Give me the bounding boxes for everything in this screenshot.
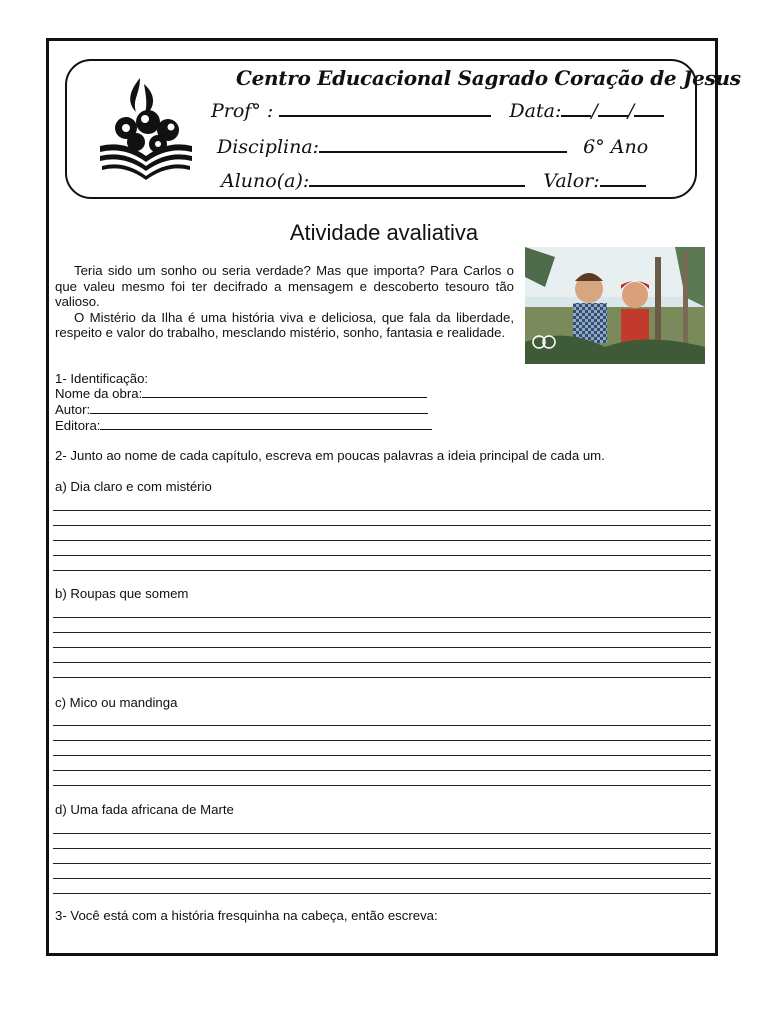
date-day-field[interactable] — [561, 99, 591, 117]
school-logo-icon — [96, 76, 200, 184]
nome-field[interactable] — [142, 386, 427, 398]
aluno-label: Aluno(a): — [221, 170, 310, 192]
disciplina-row — [217, 135, 648, 158]
school-name: Centro Educacional Sagrado Coração de Jesus — [236, 66, 741, 90]
autor-label: Autor: — [55, 402, 91, 417]
date-month-field[interactable] — [598, 99, 628, 117]
date-year-field[interactable] — [634, 99, 664, 117]
answer-lines-b[interactable] — [53, 603, 711, 678]
aluno-field[interactable] — [309, 169, 525, 187]
answer-lines-c[interactable] — [53, 711, 711, 786]
q1-nome-row — [55, 386, 427, 401]
date-label: Data: — [509, 100, 562, 122]
intro-paragraph: Teria sido um sonho ou seria verdade? Mas que importa? Para Carlos o que valeu mesmo foi ter decifrado a mensagem e descoberto tesouro tão valioso. — [55, 263, 514, 310]
q3-heading: 3- Você está com a história fresquinha na cabeça, então escreva: — [55, 908, 438, 923]
intro-paragraph: O Mistério da Ilha é uma história viva e deliciosa, que fala da liberdade, respeito e valor do trabalho, mesclando mistério, sonho, fantasia e realidade. — [55, 309, 514, 341]
valor-field[interactable] — [600, 169, 646, 187]
date-separator: / — [591, 100, 598, 122]
book-illustration-image — [525, 247, 705, 364]
page-title: Atividade avaliativa — [289, 220, 479, 245]
intro-text — [55, 263, 514, 341]
nome-label: Nome da obra: — [55, 386, 143, 401]
q1-heading: 1- Identificação: — [55, 371, 149, 386]
date-separator: / — [627, 100, 635, 122]
prof-row — [211, 99, 664, 122]
disciplina-label: Disciplina: — [217, 136, 320, 158]
prof-label: Prof° : — [211, 100, 274, 122]
valor-label: Valor: — [543, 170, 600, 192]
answer-lines-d[interactable] — [53, 819, 711, 894]
chapter-d-label: d) Uma fada africana de Marte — [55, 802, 234, 817]
chapter-b-label: b) Roupas que somem — [55, 586, 189, 601]
q1-editora-row — [55, 418, 432, 433]
disciplina-field[interactable] — [319, 135, 567, 153]
grade-label: 6° Ano — [583, 136, 649, 158]
aluno-row — [221, 169, 646, 192]
prof-field[interactable] — [279, 99, 491, 117]
editora-label: Editora: — [55, 418, 101, 433]
q1-autor-row — [55, 402, 428, 417]
editora-field[interactable] — [100, 418, 432, 430]
chapter-a-label: a) Dia claro e com mistério — [55, 479, 212, 494]
q2-heading: 2- Junto ao nome de cada capítulo, escreva em poucas palavras a ideia principal de cada um. — [55, 448, 605, 463]
chapter-c-label: c) Mico ou mandinga — [55, 695, 178, 710]
answer-lines-a[interactable] — [53, 496, 711, 571]
autor-field[interactable] — [90, 402, 428, 414]
